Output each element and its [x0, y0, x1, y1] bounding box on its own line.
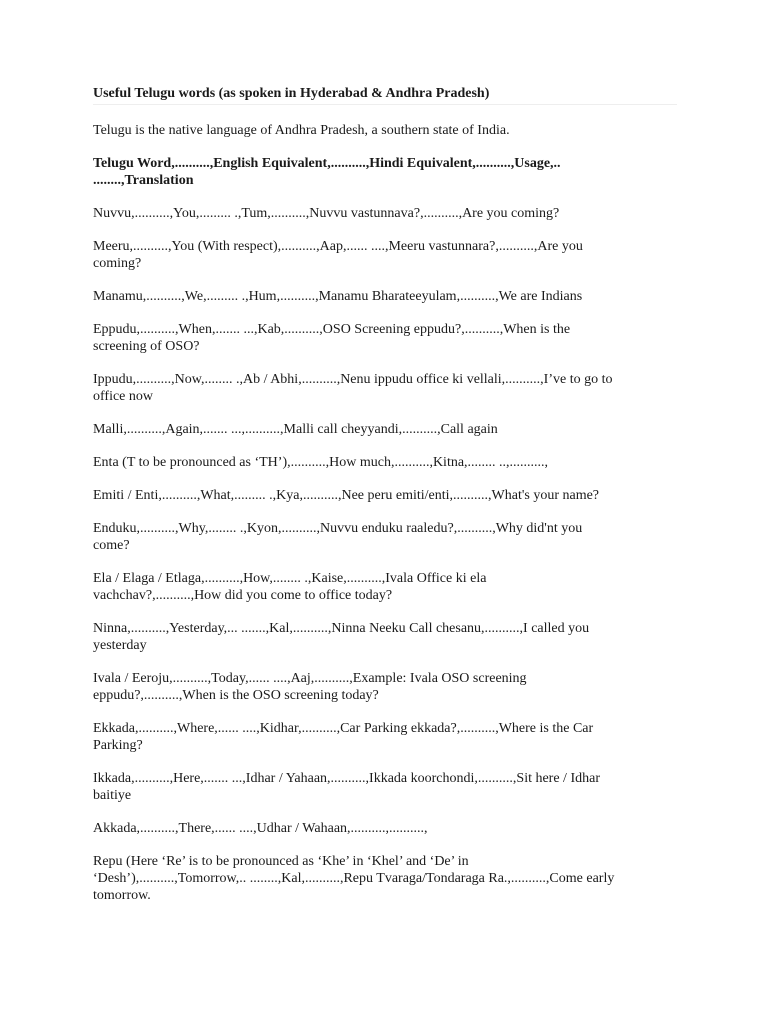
entry-line: Ninna,..........,Yesterday,... .......,Kal,..........,Ninna Neeku Call chesanu,..........,I called you	[93, 621, 590, 636]
entry-line: Ela / Elaga / Etlaga,..........,How,........ .,Kaise,..........,Ivala Office ki ela	[93, 571, 487, 586]
entry-line: Repu (Here ‘Re’ is to be pronounced as ‘Khe’ in ‘Khel’ and ‘De’ in	[93, 854, 469, 869]
entry-paragraph	[93, 421, 683, 438]
entry-line: Ikkada,..........,Here,....... ...,Idhar / Yahaan,..........,Ikkada koorchondi,..........,Sit here / Idhar	[93, 771, 600, 786]
entry-line: baitiye	[93, 788, 132, 803]
entry-paragraph	[93, 321, 683, 355]
document-title: Useful Telugu words (as spoken in Hyderabad & Andhra Pradesh)	[93, 85, 677, 105]
entry-line: Enduku,..........,Why,........ .,Kyon,..........,Nuvvu enduku raaledu?,..........,Why did'nt you	[93, 521, 583, 536]
entry-line: come?	[93, 538, 130, 553]
entry-paragraph	[93, 770, 683, 804]
entry-line: tomorrow.	[93, 888, 151, 903]
column-header-line: ........,Translation	[93, 173, 194, 188]
document-page	[93, 85, 683, 920]
entry-line: Eppudu,..........,When,....... ...,Kab,..........,OSO Screening eppudu?,..........,When is the	[93, 322, 571, 337]
entry-line: Enta (T to be pronounced as ‘TH’),..........,How much,..........,Kitna,........ ..,..........,	[93, 455, 549, 470]
entry-line: Ekkada,..........,Where,...... ....,Kidhar,..........,Car Parking ekkada?,..........,Where is the Car	[93, 721, 594, 736]
entry-line: yesterday	[93, 638, 147, 653]
entry-line: Malli,..........,Again,....... ...,..........,Malli call cheyyandi,..........,Call again	[93, 422, 498, 437]
entry-line: Ivala / Eeroju,..........,Today,...... ....,Aaj,..........,Example: Ivala OSO screening	[93, 671, 527, 686]
column-header-paragraph	[93, 155, 683, 189]
entry-paragraph	[93, 371, 683, 405]
entry-line: screening of OSO?	[93, 339, 200, 354]
entry-line: eppudu?,..........,When is the OSO screening today?	[93, 688, 379, 703]
intro-paragraph: Telugu is the native language of Andhra Pradesh, a southern state of India.	[93, 123, 510, 138]
entry-line: office now	[93, 389, 153, 404]
entry-paragraph	[93, 620, 683, 654]
entry-line: coming?	[93, 256, 142, 271]
entry-paragraph	[93, 570, 683, 604]
entry-line: vachchav?,..........,How did you come to office today?	[93, 588, 393, 603]
entry-paragraph	[93, 454, 683, 471]
entry-line: Parking?	[93, 738, 143, 753]
entry-paragraph	[93, 288, 683, 305]
entry-paragraph	[93, 720, 683, 754]
entry-paragraph	[93, 853, 683, 904]
entry-line: Manamu,..........,We,......... .,Hum,..........,Manamu Bharateeyulam,..........,We are Indians	[93, 289, 583, 304]
entry-paragraph	[93, 820, 683, 837]
entry-paragraph	[93, 670, 683, 704]
entry-paragraph	[93, 205, 683, 222]
entry-paragraph	[93, 520, 683, 554]
column-header-line: Telugu Word,..........,English Equivalent,..........,Hindi Equivalent,..........,Usage,..	[93, 156, 561, 171]
entry-line: Emiti / Enti,..........,What,......... .,Kya,..........,Nee peru emiti/enti,..........,What's your name?	[93, 488, 600, 503]
entry-line: Akkada,..........,There,...... ....,Udhar / Wahaan,..........,..........,	[93, 821, 428, 836]
entry-paragraph	[93, 487, 683, 504]
entry-paragraph	[93, 238, 683, 272]
entry-line: Meeru,..........,You (With respect),..........,Aap,...... ....,Meeru vastunnara?,..........,Are you	[93, 239, 583, 254]
entry-line: Ippudu,..........,Now,........ .,Ab / Abhi,..........,Nenu ippudu office ki vellali,..........,I’ve to go to	[93, 372, 613, 387]
entry-line: ‘Desh’),..........,Tomorrow,.. ........,Kal,..........,Repu Tvaraga/Tondaraga Ra.,..........,Come early	[93, 871, 615, 886]
entry-line: Nuvvu,..........,You,......... .,Tum,..........,Nuvvu vastunnava?,..........,Are you coming?	[93, 206, 560, 221]
